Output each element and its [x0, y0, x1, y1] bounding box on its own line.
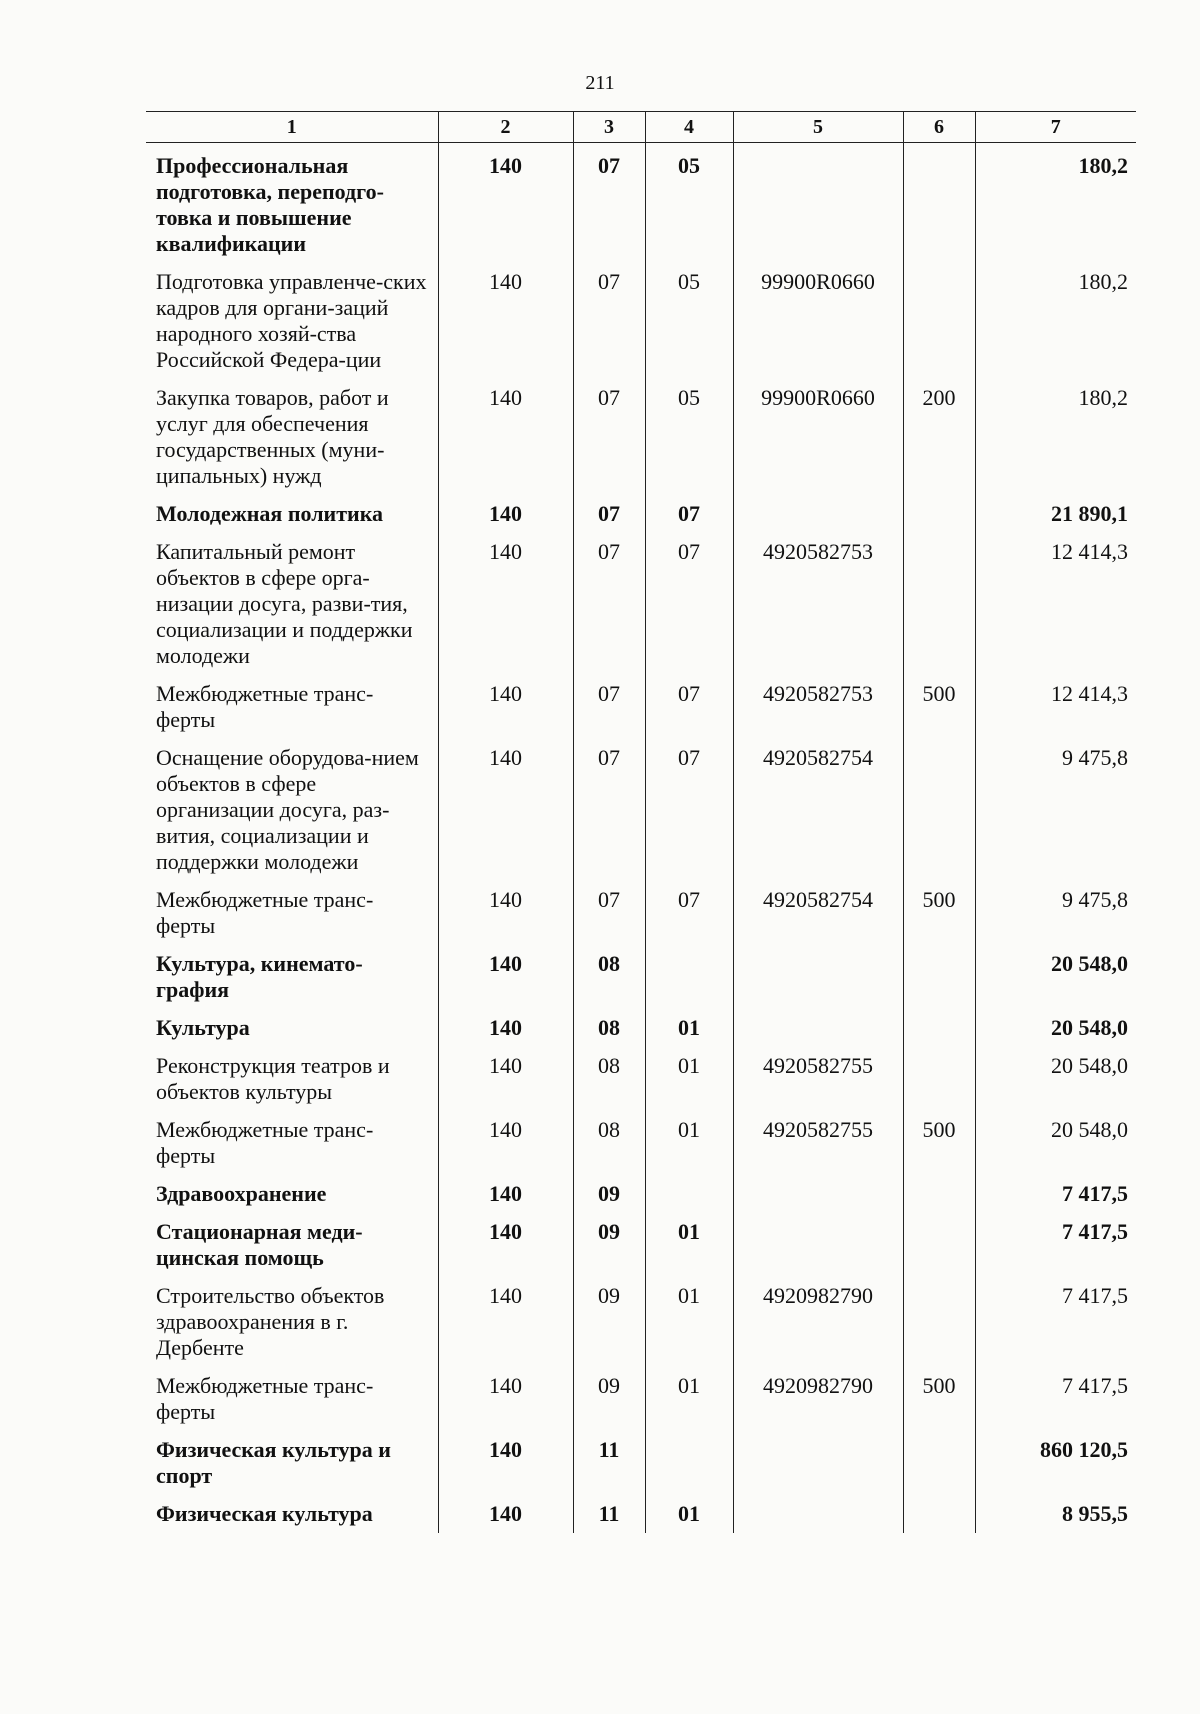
expense-type-cell [903, 1277, 975, 1367]
expense-type-cell [903, 143, 975, 264]
row-name-cell: Межбюджетные транс-ферты [156, 681, 374, 732]
table-body [146, 143, 1136, 1534]
target-article-cell [733, 1495, 903, 1533]
target-article-cell [733, 495, 903, 533]
amount-cell: 7 417,5 [975, 1367, 1136, 1431]
subsection-code-cell: 07 [645, 495, 733, 533]
table-row [146, 495, 1136, 533]
row-name-cell: Межбюджетные транс-ферты [156, 887, 374, 938]
row-name-cell: Межбюджетные транс-ферты [156, 1373, 374, 1424]
expense-type-cell: 500 [903, 1111, 975, 1175]
table-row [146, 1277, 1136, 1367]
table-row [146, 1495, 1136, 1533]
subsection-code-cell: 07 [645, 881, 733, 945]
column-header: 7 [975, 112, 1136, 143]
ministry-code-cell: 140 [438, 675, 573, 739]
row-name-cell: Культура [156, 1015, 250, 1040]
table-row [146, 1367, 1136, 1431]
target-article-cell: 99900R0660 [733, 379, 903, 495]
column-header: 1 [146, 112, 438, 143]
ministry-code-cell: 140 [438, 1213, 573, 1277]
subsection-code-cell: 01 [645, 1495, 733, 1533]
row-name-cell: Стационарная меди-цинская помощь [156, 1219, 363, 1270]
section-code-cell: 08 [573, 945, 645, 1009]
expense-type-cell [903, 1175, 975, 1213]
row-name-cell: Строительство объектов здравоохранения в г. Дербенте [156, 1283, 385, 1360]
subsection-code-cell: 01 [645, 1009, 733, 1047]
amount-cell: 20 548,0 [975, 945, 1136, 1009]
amount-cell: 20 548,0 [975, 1111, 1136, 1175]
section-code-cell: 07 [573, 739, 645, 881]
amount-cell: 20 548,0 [975, 1009, 1136, 1047]
ministry-code-cell: 140 [438, 495, 573, 533]
subsection-code-cell: 05 [645, 263, 733, 379]
section-code-cell: 07 [573, 533, 645, 675]
ministry-code-cell: 140 [438, 1009, 573, 1047]
row-name-cell: Подготовка управленче-ских кадров для органи-заций народного хозяй-ства Российской Федера-ции [156, 269, 427, 372]
subsection-code-cell: 01 [645, 1213, 733, 1277]
column-header: 3 [573, 112, 645, 143]
table-row [146, 263, 1136, 379]
section-code-cell: 11 [573, 1431, 645, 1495]
amount-cell: 7 417,5 [975, 1213, 1136, 1277]
table-row [146, 945, 1136, 1009]
table-row [146, 739, 1136, 881]
row-name-cell: Капитальный ремонт объектов в сфере орга-низации досуга, разви-тия, социализации и поддержки молодежи [156, 539, 413, 668]
subsection-code-cell: 01 [645, 1277, 733, 1367]
target-article-cell [733, 1213, 903, 1277]
column-header: 6 [903, 112, 975, 143]
amount-cell: 12 414,3 [975, 533, 1136, 675]
row-name-cell: Физическая культура и спорт [156, 1437, 391, 1488]
ministry-code-cell: 140 [438, 1277, 573, 1367]
column-header: 4 [645, 112, 733, 143]
target-article-cell: 4920582755 [733, 1111, 903, 1175]
ministry-code-cell: 140 [438, 1111, 573, 1175]
section-code-cell: 07 [573, 495, 645, 533]
expense-type-cell [903, 739, 975, 881]
row-name-cell: Молодежная политика [156, 501, 384, 526]
table-row [146, 1047, 1136, 1111]
amount-cell: 7 417,5 [975, 1175, 1136, 1213]
subsection-code-cell [645, 1431, 733, 1495]
amount-cell: 9 475,8 [975, 881, 1136, 945]
expense-type-cell: 500 [903, 675, 975, 739]
target-article-cell: 4920582754 [733, 739, 903, 881]
table-row [146, 675, 1136, 739]
ministry-code-cell: 140 [438, 143, 573, 264]
section-code-cell: 07 [573, 675, 645, 739]
section-code-cell: 07 [573, 263, 645, 379]
table-row [146, 1111, 1136, 1175]
row-name-cell: Профессиональная подготовка, переподго-товка и повышение квалификации [156, 153, 384, 256]
ministry-code-cell: 140 [438, 533, 573, 675]
target-article-cell [733, 1175, 903, 1213]
target-article-cell: 4920982790 [733, 1277, 903, 1367]
target-article-cell [733, 1009, 903, 1047]
target-article-cell: 4920582753 [733, 533, 903, 675]
section-code-cell: 11 [573, 1495, 645, 1533]
budget-table [146, 111, 1136, 1533]
amount-cell: 8 955,5 [975, 1495, 1136, 1533]
section-code-cell: 08 [573, 1009, 645, 1047]
column-header: 2 [438, 112, 573, 143]
row-name-cell: Культура, кинемато-графия [156, 951, 363, 1002]
amount-cell: 9 475,8 [975, 739, 1136, 881]
section-code-cell: 07 [573, 881, 645, 945]
subsection-code-cell: 01 [645, 1047, 733, 1111]
amount-cell: 180,2 [975, 143, 1136, 264]
amount-cell: 12 414,3 [975, 675, 1136, 739]
table-row [146, 1175, 1136, 1213]
expense-type-cell [903, 1009, 975, 1047]
ministry-code-cell: 140 [438, 1175, 573, 1213]
target-article-cell: 4920582755 [733, 1047, 903, 1111]
expense-type-cell [903, 1047, 975, 1111]
ministry-code-cell: 140 [438, 881, 573, 945]
section-code-cell: 08 [573, 1111, 645, 1175]
target-article-cell [733, 945, 903, 1009]
section-code-cell: 09 [573, 1175, 645, 1213]
ministry-code-cell: 140 [438, 263, 573, 379]
table-row [146, 143, 1136, 264]
expense-type-cell [903, 1431, 975, 1495]
target-article-cell: 4920982790 [733, 1367, 903, 1431]
target-article-cell [733, 143, 903, 264]
amount-cell: 860 120,5 [975, 1431, 1136, 1495]
target-article-cell [733, 1431, 903, 1495]
row-name-cell: Закупка товаров, работ и услуг для обеспечения государственных (муни-ципальных) нужд [156, 385, 389, 488]
subsection-code-cell: 05 [645, 143, 733, 264]
ministry-code-cell: 140 [438, 379, 573, 495]
amount-cell: 20 548,0 [975, 1047, 1136, 1111]
expense-type-cell [903, 495, 975, 533]
section-code-cell: 07 [573, 379, 645, 495]
subsection-code-cell: 07 [645, 739, 733, 881]
table-header-row [146, 112, 1136, 143]
ministry-code-cell: 140 [438, 1495, 573, 1533]
subsection-code-cell [645, 945, 733, 1009]
target-article-cell: 4920582754 [733, 881, 903, 945]
amount-cell: 180,2 [975, 263, 1136, 379]
ministry-code-cell: 140 [438, 945, 573, 1009]
target-article-cell: 4920582753 [733, 675, 903, 739]
table-row [146, 1213, 1136, 1277]
row-name-cell: Реконструкция театров и объектов культуры [156, 1053, 390, 1104]
subsection-code-cell: 01 [645, 1111, 733, 1175]
table-row [146, 881, 1136, 945]
amount-cell: 180,2 [975, 379, 1136, 495]
expense-type-cell: 500 [903, 881, 975, 945]
subsection-code-cell: 01 [645, 1367, 733, 1431]
row-name-cell: Здравоохранение [156, 1181, 327, 1206]
section-code-cell: 09 [573, 1367, 645, 1431]
table-row [146, 1009, 1136, 1047]
expense-type-cell: 200 [903, 379, 975, 495]
expense-type-cell [903, 945, 975, 1009]
section-code-cell: 09 [573, 1213, 645, 1277]
table-row [146, 379, 1136, 495]
expense-type-cell [903, 263, 975, 379]
column-header: 5 [733, 112, 903, 143]
subsection-code-cell: 07 [645, 533, 733, 675]
row-name-cell: Межбюджетные транс-ферты [156, 1117, 374, 1168]
row-name-cell: Оснащение оборудова-нием объектов в сфере организации досуга, раз-вития, социализации и поддержки молодежи [156, 745, 419, 874]
expense-type-cell [903, 1495, 975, 1533]
table-row [146, 1431, 1136, 1495]
table-row [146, 533, 1136, 675]
amount-cell: 21 890,1 [975, 495, 1136, 533]
section-code-cell: 09 [573, 1277, 645, 1367]
ministry-code-cell: 140 [438, 1047, 573, 1111]
expense-type-cell [903, 533, 975, 675]
ministry-code-cell: 140 [438, 1367, 573, 1431]
row-name-cell: Физическая культура [156, 1501, 373, 1526]
amount-cell: 7 417,5 [975, 1277, 1136, 1367]
target-article-cell: 99900R0660 [733, 263, 903, 379]
section-code-cell: 07 [573, 143, 645, 264]
subsection-code-cell [645, 1175, 733, 1213]
ministry-code-cell: 140 [438, 1431, 573, 1495]
page-number: 211 [585, 72, 615, 94]
section-code-cell: 08 [573, 1047, 645, 1111]
subsection-code-cell: 05 [645, 379, 733, 495]
expense-type-cell [903, 1213, 975, 1277]
ministry-code-cell: 140 [438, 739, 573, 881]
subsection-code-cell: 07 [645, 675, 733, 739]
expense-type-cell: 500 [903, 1367, 975, 1431]
